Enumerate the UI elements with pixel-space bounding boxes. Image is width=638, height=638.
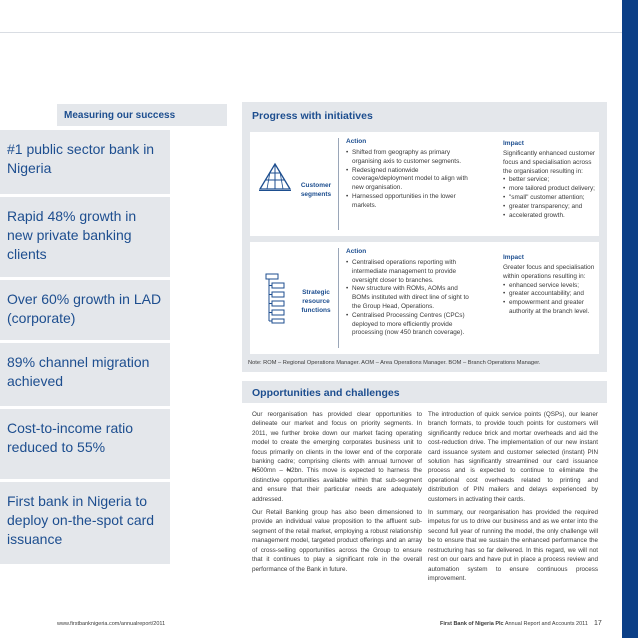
list-item: • more tailored product delivery; (503, 185, 597, 194)
strategic-impact (503, 264, 597, 317)
strategic-resource-label (292, 288, 340, 315)
impact-heading: Impact (503, 254, 524, 261)
opportunities-column-left (252, 410, 422, 578)
label-line: segments (300, 191, 332, 198)
measure-item: #1 public sector bank in Nigeria (0, 130, 170, 194)
list-item: • New structure with ROMs, AOMs and BOMs instituted with direct line of sight to the Group Head, Operations. (346, 285, 476, 311)
impact-heading: Impact (503, 140, 524, 147)
action-heading: Action (346, 138, 367, 145)
paragraph: The introduction of quick service points (QSPs), our leaner branch formats, to provide touch points for customers will significantly reduce brick and mortar overheads and aid the cost-reduction drive. The implementation of our new instant card issuance system and customer selected (instant) PIN solution has significantly streamlined our card issuance process and is expected to continue to eliminate the operational cost overheads related to printing and distribution of PIN mailers and delays experienced by customers in activating their cards. (428, 411, 598, 503)
action-heading: Action (346, 248, 367, 255)
abbreviations-note: Note: ROM – Regional Operations Manager. AOM – Area Operations Manager. BOM – Branch Operations Manager. (248, 360, 541, 366)
list-item: • "small" customer attention; (503, 194, 597, 203)
measuring-column (57, 102, 227, 126)
impact-list (503, 176, 597, 220)
measuring-header: Measuring our success (57, 102, 227, 126)
footer-report (440, 621, 588, 627)
page-number: 17 (594, 620, 602, 627)
label-line: resource (302, 298, 330, 305)
footer-url: www.firstbanknigeria.com/annualreport/2011 (57, 621, 166, 627)
customer-segments-label (292, 181, 340, 199)
measure-item: 89% channel migration achieved (0, 343, 170, 406)
impact-intro: Significantly enhanced customer focus and specialisation across the organisation resulting in: (503, 150, 596, 175)
list-item: • Shifted from geography as primary organising axis to customer segments. (346, 149, 472, 167)
list-item: • Centralised operations reporting with intermediate management to provide oversight closer to branches. (346, 259, 476, 285)
label-line: Customer (300, 182, 332, 189)
measure-item: Cost-to-income ratio reduced to 55% (0, 409, 170, 479)
strategic-actions-list (346, 259, 476, 338)
opportunities-title: Opportunities and challenges (252, 387, 400, 399)
divider-line (338, 138, 339, 230)
list-item: • accelerated growth. (503, 212, 597, 221)
opportunities-column-right (428, 410, 598, 587)
measure-item: Over 60% growth in LAD (corporate) (0, 280, 170, 340)
page-edge-strip (622, 0, 638, 638)
progress-panel (242, 102, 607, 372)
label-line: functions (301, 307, 331, 314)
opportunities-header (242, 381, 607, 403)
list-item: • greater accountability; and (503, 290, 597, 299)
impact-list (503, 282, 597, 317)
strategic-resource-card (250, 242, 599, 354)
paragraph: In summary, our reorganisation has provided the required impetus for us to drive our business and as we enter into the second full year of running the model, the only challenge will be to ensure that we sustain the enhanced performance the restructuring has so far delivered. In this regard, we will not rest on our oars and have put in place a process review and automation system to ensure continuous process improvement. (428, 509, 598, 582)
progress-title: Progress with initiatives (252, 110, 373, 122)
customer-impact (503, 150, 597, 220)
list-item: • Harnessed opportunities in the lower markets. (346, 193, 472, 211)
org-chart-icon (264, 272, 286, 324)
footer-report-title: Annual Report and Accounts 2011 (504, 621, 588, 627)
list-item: • Centralised Processing Centres (CPCs) deployed to more efficiently provide processing (now 450 branch coverage). (346, 312, 476, 338)
arrow-divider (485, 248, 495, 348)
impact-intro: Greater focus and specialisation within operations resulting in: (503, 264, 595, 280)
list-item: • greater transparency; and (503, 203, 597, 212)
pyramid-icon (258, 162, 292, 192)
measure-item: Rapid 48% growth in new private banking clients (0, 197, 170, 277)
measure-item: First bank in Nigeria to deploy on-the-spot card issuance (0, 482, 170, 564)
paragraph: Our reorganisation has provided clear opportunities to delineate our market and focus on priority segments. In 2011, we further broke down our market facing operating model to create the emerging corporates business unit to focus primarily on clients in the lower end of the corporate banking cadre; comprising clients with annual turnover of ₦500mn – ₦2bn. This move is expected to harness the distinctive opportunities available within that sub-segment and ensure that their particular needs are adequately addressed. (252, 411, 422, 503)
label-line: Strategic (302, 289, 330, 296)
list-item: • Redesigned nationwide coverage/deployment model to align with new organisation. (346, 167, 472, 193)
divider-line (338, 248, 339, 348)
top-divider (0, 32, 638, 33)
list-item: • empowerment and greater authority at the branch level. (503, 299, 597, 317)
list-item: • better service; (503, 176, 597, 185)
customer-actions-list (346, 149, 472, 211)
customer-segments-card (250, 132, 599, 236)
arrow-divider (485, 134, 495, 234)
footer-company: First Bank of Nigeria Plc (440, 621, 504, 627)
paragraph: Our Retail Banking group has also been dimensioned to provide an individual value proposition to the affluent sub-segment of the retail market, employing a robust relationship management model, targeted product offerings and an array of cross-selling opportunities across the Group to ensure that it continues to play a significant role in the overall performance of the Bank in future. (252, 509, 422, 573)
list-item: • enhanced service levels; (503, 282, 597, 291)
